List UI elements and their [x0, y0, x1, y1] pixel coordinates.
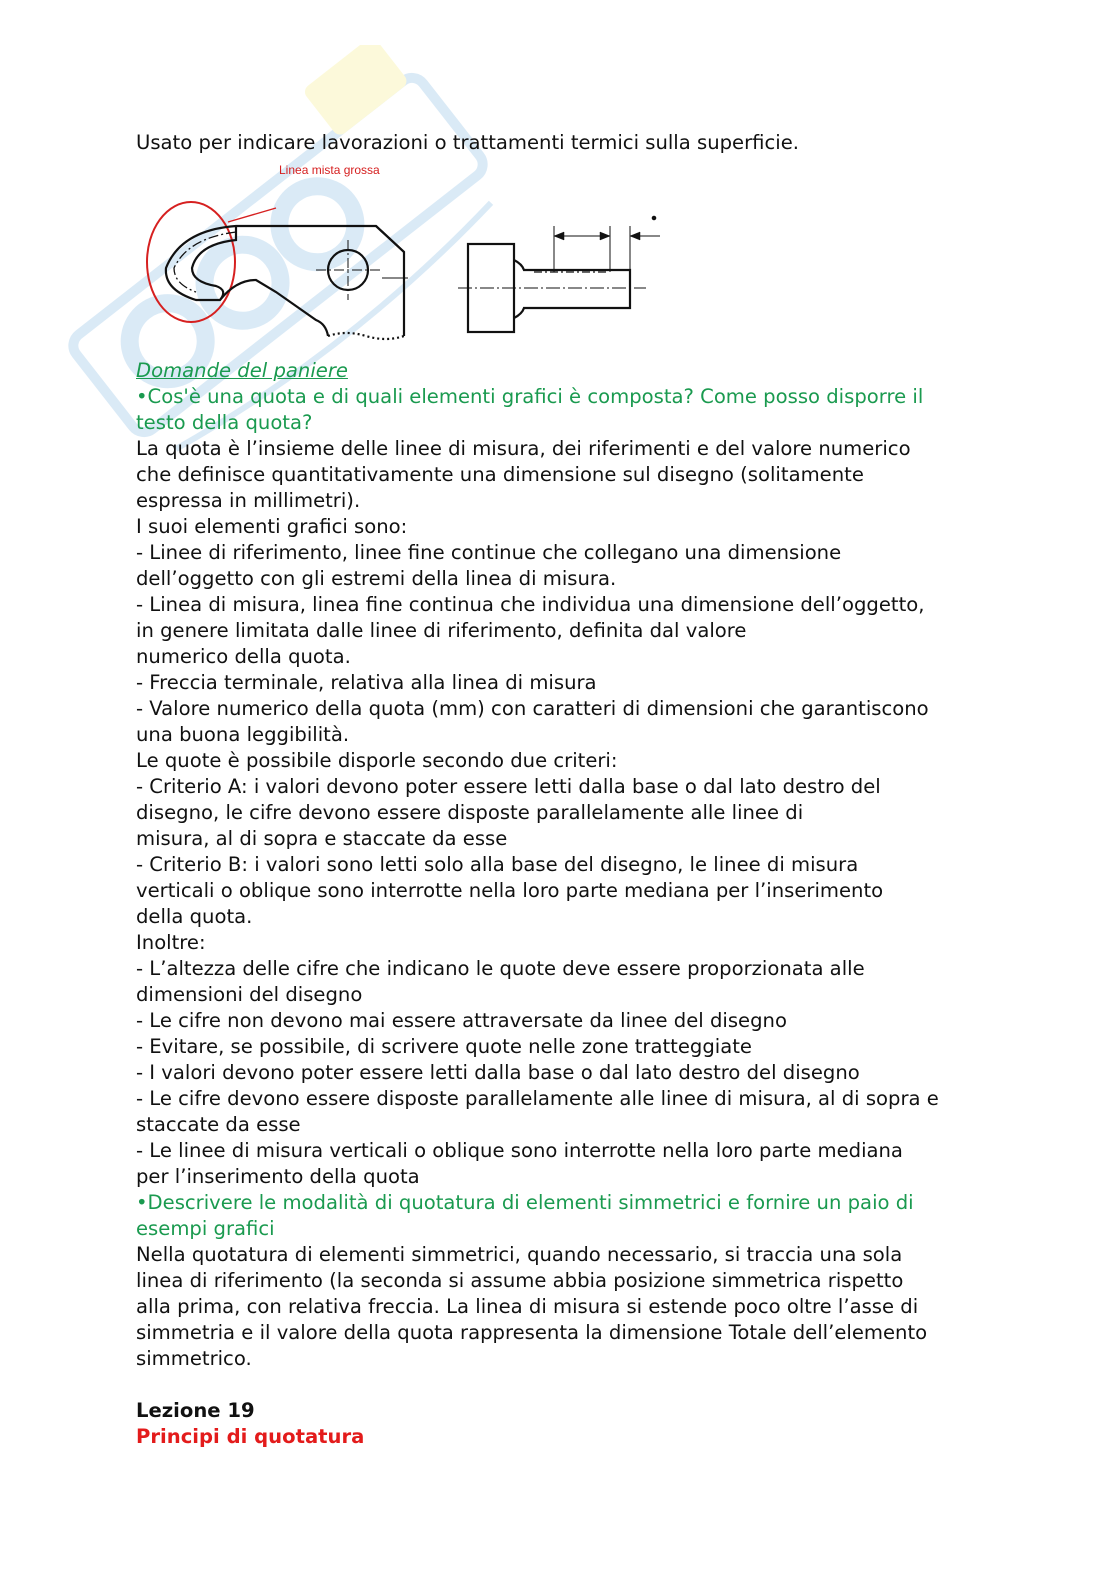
q1-answer-line: per l’inserimento della quota	[136, 1165, 420, 1188]
bottom-break	[328, 333, 404, 339]
label-leader-line	[228, 208, 276, 222]
paragraph-spacer	[136, 1372, 996, 1398]
q1-answer-line: - Linea di misura, linea fine continua che individua una dimensione dell’oggetto,	[136, 593, 925, 616]
q1-answer-line: - Freccia terminale, relativa alla linea di misura	[136, 671, 597, 694]
right-edge	[376, 226, 404, 252]
technical-drawings	[136, 160, 696, 358]
document-page	[136, 130, 996, 1450]
hook-part-drawing	[147, 202, 408, 339]
q1-answer-line: - L’altezza delle cifre che indicano le quote deve essere proporzionata alle	[136, 957, 865, 980]
q1-answer-line: - Criterio A: i valori devono poter essere letti dalla base o dal lato destro del	[136, 775, 881, 798]
q1-answer-line: in genere limitata dalle linee di riferimento, definita dal valore	[136, 619, 747, 642]
q1-answer-line: Inoltre:	[136, 931, 206, 954]
q2-question-line-1: •Descrivere le modalità di quotatura di elementi simmetrici e fornire un paio di	[136, 1191, 914, 1214]
intro-text: Usato per indicare lavorazioni o trattamenti termici sulla superficie.	[136, 131, 800, 154]
q1-answer-line: dimensioni del disegno	[136, 983, 363, 1006]
section-heading[interactable]: Domande del paniere	[136, 359, 348, 382]
q1-answer-line: staccate da esse	[136, 1113, 301, 1136]
q1-answer-line: - Le cifre non devono mai essere attraversate da linee del disegno	[136, 1009, 787, 1032]
q1-answer-line: La quota è l’insieme delle linee di misura, dei riferimenti e del valore numerico	[136, 437, 911, 460]
arrow-right	[600, 232, 610, 240]
lesson-title: Principi di quotatura	[136, 1425, 365, 1448]
q1-answer-line: I suoi elementi grafici sono:	[136, 515, 408, 538]
figure-label: Linea mista grossa	[279, 163, 380, 177]
q1-answer-line: misura, al di sopra e staccate da esse	[136, 827, 508, 850]
q1-answer-line: - Valore numerico della quota (mm) con caratteri di dimensioni che garantiscono	[136, 697, 929, 720]
q1-answer-line: dell’oggetto con gli estremi della linea di misura.	[136, 567, 617, 590]
red-highlight-ellipse	[147, 202, 235, 322]
hook-lower-edge	[220, 280, 328, 336]
q1-answer-line: - Le cifre devono essere disposte parallelamente alle linee di misura, al di sopra e	[136, 1087, 939, 1110]
small-dot	[653, 217, 655, 219]
arrow-right-2	[630, 232, 640, 240]
q1-answer-line: una buona leggibilità.	[136, 723, 350, 746]
lesson-number: Lezione 19	[136, 1399, 255, 1422]
q1-answer-line: verticali o oblique sono interrotte nella loro parte mediana per l’inserimento	[136, 879, 884, 902]
q2-answer-line: linea di riferimento (la seconda si assume abbia posizione simmetrica rispetto	[136, 1269, 904, 1292]
q1-answer-line: - Le linee di misura verticali o oblique sono interrotte nella loro parte mediana	[136, 1139, 903, 1162]
q1-answer-line: espressa in millimetri).	[136, 489, 361, 512]
q2-answer-line: Nella quotatura di elementi simmetrici, quando necessario, si traccia una sola	[136, 1243, 903, 1266]
shaft-part-drawing	[458, 217, 660, 332]
q2-answer-line: simmetrico.	[136, 1347, 252, 1370]
q1-answer-line: che definisce quantitativamente una dimensione sul disegno (solitamente	[136, 463, 864, 486]
technical-figure	[136, 160, 996, 358]
q2-question-line-2: esempi grafici	[136, 1217, 275, 1240]
q1-answer-line: numerico della quota.	[136, 645, 351, 668]
arrow-left	[554, 232, 564, 240]
q2-answer-line: simmetria e il valore della quota rappresenta la dimensione Totale dell’elemento	[136, 1321, 928, 1344]
q1-answer-line: Le quote è possibile disporle secondo due criteri:	[136, 749, 618, 772]
q1-question-line-2: testo della quota?	[136, 411, 313, 434]
shaft-body	[514, 260, 630, 318]
q2-answer-line: alla prima, con relativa freccia. La linea di misura si estende poco oltre l’asse di	[136, 1295, 919, 1318]
q1-question-line-1: •Cos'è una quota e di quali elementi grafici è composta? Come posso disporre il	[136, 385, 924, 408]
q1-answer-line: - Linee di riferimento, linee fine continue che collegano una dimensione	[136, 541, 842, 564]
q1-answer-line: - Evitare, se possibile, di scrivere quote nelle zone tratteggiate	[136, 1035, 752, 1058]
q1-answer-line: - Criterio B: i valori sono letti solo alla base del disegno, le linee di misura	[136, 853, 859, 876]
q1-answer-line: della quota.	[136, 905, 253, 928]
q1-answer-line: - I valori devono poter essere letti dalla base o dal lato destro del disegno	[136, 1061, 860, 1084]
q1-answer-line: disegno, le cifre devono essere disposte parallelamente alle linee di	[136, 801, 804, 824]
